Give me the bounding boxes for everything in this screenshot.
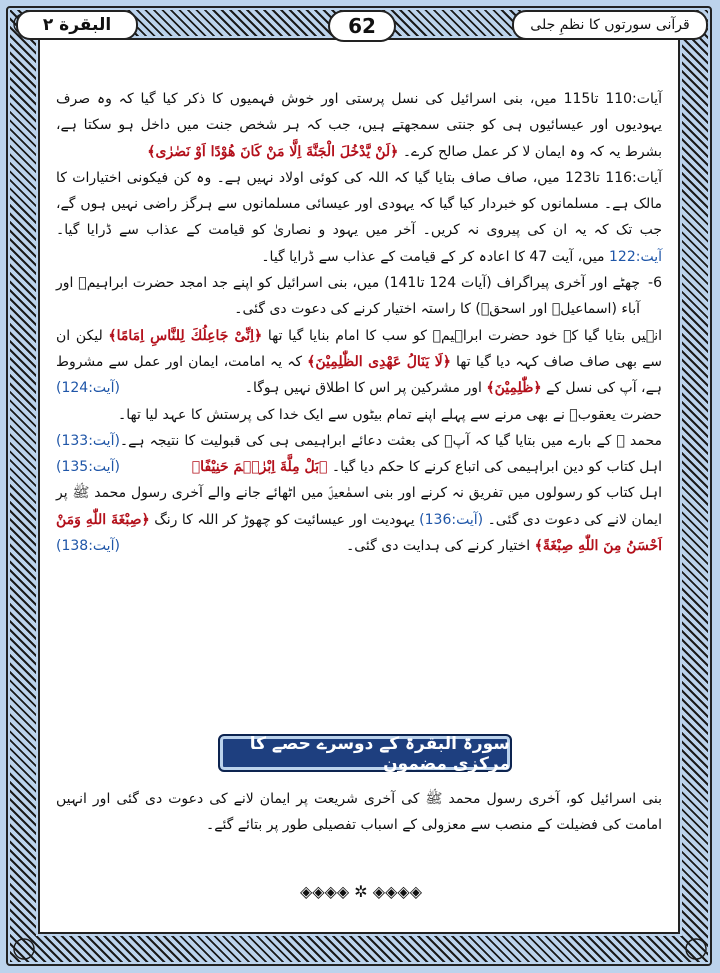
arabic-quote: ﴿ظّٰلِمِيْنَ﴾ [486,380,542,397]
paragraph-text: حضرت یعقوبؑ نے بھی مرنے سے پہلے اپنے تمام بیٹوں سے ایک خدا کی پرستش کا عہد لیا تھا۔ [118,406,662,423]
verse-reference: آیت:122 [609,248,662,265]
paragraph-text: محمد ﷺ کے بارے میں بتایا گیا کہ آپؐ کی بعثت دعائے ابراہیمی ہی کی قبولیت کا نتیجہ ہے۔ اہل کتاب کو دین ابراہیمی کی اتباع کرنے کا حکم دیا گیا۔ [119,432,662,476]
verse-reference: (آیت:133) [56,432,120,449]
paragraph-text: چھٹے اور آخری پیراگراف [496,275,640,292]
paragraph-text: آیات:110 تا115 میں، بنی اسرائیل کی نسل پرستی اور خوش فہمیوں کا ذکر کیا گیا کہ وہ صرف یہودیوں اور عیسائیوں ہی کو جنتی سمجھتے ہیں، جب کہ ہر شخص جنت میں داخل ہو سکتا ہے، بشرط یہ کہ وہ ایمان لا کر عمل صالح کرے۔ [56,91,662,160]
corner-rosette-icon [686,939,706,959]
corner-rosette-icon [14,939,34,959]
arabic-quote: ﴿اِنِّىْ جَاعِلُكَ لِلنَّاسِ اِمَامًا﴾ [108,327,263,344]
paragraph-text: لیکن ان سے بھی صاف صاف کہہ دیا گیا تھا [56,327,663,370]
verse-reference: (آیت:135) [56,459,120,476]
paragraph-text: انہیں بتایا گیا کہ خود حضرت ابراہیمؑ کو سب کا امام بنایا گیا تھا [267,327,663,344]
arabic-quote: ﴿بَلْ مِلَّةَ اِبْرٰهٖمَ حَنِيْفًا﴾ [191,459,328,476]
paragraph-text: کہ یہ امامت، ایمان اور عمل سے مشروط ہے، آپ کی نسل کے [56,353,662,397]
paragraph-text: اختیار کرنے کی ہدایت دی گئی۔ [346,538,531,555]
section-body-text: بنی اسرائیل کو، آخری رسول محمد ﷺ کی آخری شریعت پر ایمان لانے کی دعوت دی گئی اور انہیں امامت کی فضیلت کے منصب سے معزولی کے اسباب تفصیلی طور پر بتائے گئے۔ [56,791,662,834]
paragraph [56,323,662,402]
verse-reference: (آیت:124) [56,380,120,397]
paragraph [56,402,662,449]
arabic-quote: ﴿صِبْغَةَ اللّٰهِ وَمَنْ اَحْسَنُ مِنَ اللّٰهِ صِبْغَةً﴾ [56,511,662,555]
arabic-quote: ﴿لَا يَنَالُ عَهْدِى الظّٰلِمِيْنَ﴾ [307,353,451,370]
paragraph [56,428,662,481]
paragraph [56,86,662,165]
ornamental-divider-icon: ◈◈◈◈ ✲ ◈◈◈◈ [299,881,422,901]
paragraph-text: اور مشرکین پر اس کا اطلاق نہیں ہوگا۔ [244,380,482,397]
surah-label: البقرة ۲ [16,10,138,40]
item-number: 6- [648,275,662,292]
paragraph-text: اہل کتاب کو رسولوں میں تفریق نہ کرنے اور بنی اسمٰعیلؑ میں اٹھائے جانے والے آخری رسول محمد ﷺ پر ایمان لانے کی دعوت دی گئی۔ [56,485,662,528]
paragraph [56,480,662,559]
verse-reference: (آیت:138) [56,538,120,555]
book-title: قرآنی سورتوں کا نظمِ جلی [512,10,708,40]
section-heading: سورۃ البقرۃ کے دوسرے حصے کا مرکزی مضمون [218,734,512,772]
paragraph-text: میں، بنی اسرائیل کو اپنے جد امجد حضرت ابراہیمؑ اور آباء (اسماعیلؑ اور اسحقؑ) کا راستہ اختیار کرنے کی دعوت دی گئی۔ [56,275,640,318]
verse-reference: (آیات 124 تا141) [384,275,492,292]
arabic-quote: ﴿لَنْ يَّدْخُلَ الْجَنَّةَ اِلَّا مَنْ كَانَ هُوْدًا اَوْ نَصٰرٰى﴾ [147,143,399,160]
paragraph-text: یہودیت اور عیسائیت کو چھوڑ کر اللہ کا رنگ [154,511,415,528]
paragraph-text: میں، آیت 47 کا اعادہ کر کے قیامت کے عذاب سے ڈرایا گیا۔ [261,248,605,265]
page-number: 62 [328,10,396,42]
paragraph-text: آیات:116 تا123 میں، صاف صاف بتایا گیا کہ اللہ کی کوئی اولاد نہیں ہے۔ وہ کن فیکونی اختیارات کا مالک ہے۔ مسلمانوں کو خبردار کیا گیا کہ یہودی اور عیسائی مسلمانوں سے ہرگز راضی نہیں ہوں گے، جب تک کہ یہ ان کی پیروی نہ کریں۔ آخر میں یہود و نصاریٰ کو قیامت کے عذاب سے ڈرایا گیا۔ [56,169,662,239]
list-item [56,270,662,323]
verse-reference: (آیت:136) [419,511,484,528]
paragraph [56,165,662,270]
